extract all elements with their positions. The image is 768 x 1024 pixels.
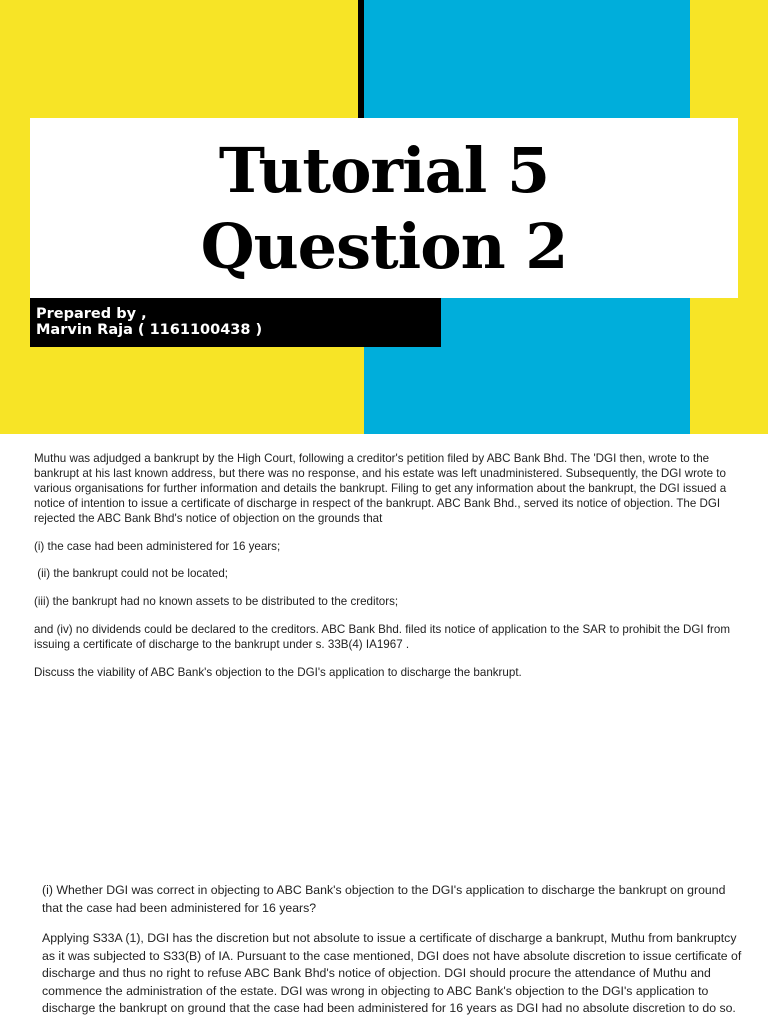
- ground-ii: (ii) the bankrupt could not be located;: [34, 567, 228, 580]
- title-card: [30, 118, 738, 298]
- ground-iv: and (iv) no dividends could be declared to the creditors. ABC Bank Bhd. filed its notice of application to the SAR to prohibit the DGI from issuing a certificate of discharge to the bankrupt under s. 33B(4) IA1967 .: [34, 623, 731, 651]
- issue-i-answer: Applying S33A (1), DGI has the discretion but not absolute to issue a certificate of discharge a bankrupt, Muthu from bankruptcy as it was subjected to S33(B) of IA. Pursuant to the case mentioned, DGI does not have absolute discretion to issue certificate of discharge and thus no right to refuse ABC Bank Bhd's notice of objection. DGI should procure the attendance of Muthu and commence the administration of the estate. DGI was wrong in objecting to ABC Bank's objection to the DGI's application to discharge the bankrupt on ground that the case had been administered for 16 years as DGI had no absolute discretion to do so.: [42, 931, 742, 1016]
- title-slide: [0, 0, 768, 434]
- title-line-2: Question 2: [200, 210, 568, 283]
- author-bar: [30, 298, 441, 347]
- black-divider: [358, 0, 364, 118]
- ground-i: (i) the case had been administered for 16 years;: [34, 540, 281, 553]
- ground-iii: (iii) the bankrupt had no known assets to be distributed to the creditors;: [34, 595, 399, 608]
- discussion-question: Discuss the viability of ABC Bank's objection to the DGI's application to discharge the bankrupt.: [34, 666, 522, 679]
- question-intro: Muthu was adjudged a bankrupt by the High Court, following a creditor's petition filed by ABC Bank Bhd. The 'DGI then, wrote to the bankrupt at his last known address, but there was no response, and his estate was left unadministered. Subsequently, the DGI wrote to various organisations for further information and details the bankrupt. Filing to get any information about the bankrupt, the DGI issued a notice of intention to issue a certificate of discharge in respect of the bankrupt. ABC Bank Bhd., served its notice of objection. The DGI rejected the ABC Bank Bhd's notice of objection on the grounds that: [34, 452, 727, 525]
- prepared-by-label: Prepared by ,: [36, 306, 147, 322]
- title-line-1: Tutorial 5: [218, 134, 550, 207]
- question-slide: [0, 434, 768, 866]
- issue-i: (i) Whether DGI was correct in objecting to ABC Bank's objection to the DGI's application to discharge the bankrupt on ground that the case had been administered for 16 years?: [42, 883, 726, 915]
- answer-slide: [0, 866, 768, 1024]
- author-name: Marvin Raja ( 1161100438 ): [36, 322, 263, 338]
